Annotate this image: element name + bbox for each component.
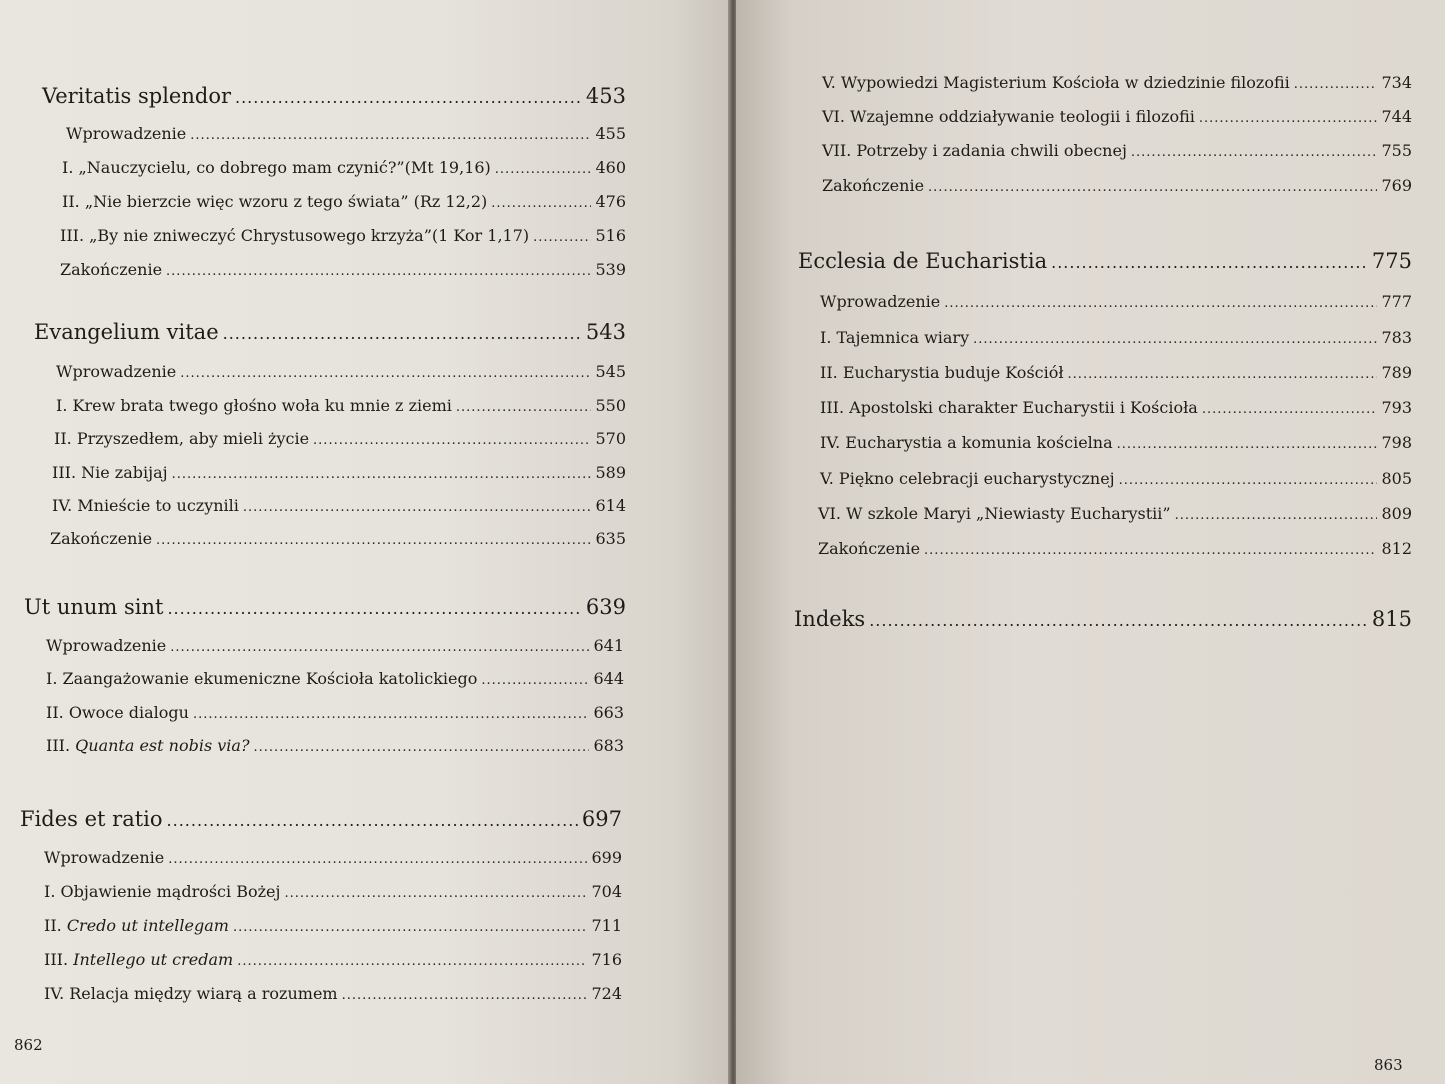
toc-leader	[235, 88, 582, 107]
toc-leader	[180, 366, 591, 381]
toc-page-number: 663	[593, 703, 624, 722]
toc-item	[46, 736, 624, 755]
toc-leader	[1117, 437, 1378, 452]
toc-leader	[342, 988, 588, 1003]
toc-leader	[973, 332, 1377, 347]
toc-item	[44, 916, 622, 935]
toc-page-number: 815	[1371, 607, 1412, 631]
toc-leader	[869, 611, 1368, 630]
toc-leader	[193, 707, 589, 722]
toc-title-label: Fides et ratio	[20, 807, 163, 831]
toc-item-numeral: III.	[46, 736, 76, 755]
toc-page-number: 455	[595, 124, 626, 143]
toc-item	[818, 504, 1412, 523]
toc-leader	[481, 673, 589, 688]
toc-item	[46, 636, 624, 655]
toc-item-italic-title: Credo ut intellegam	[66, 916, 229, 935]
toc-item	[46, 669, 624, 688]
toc-item	[820, 292, 1412, 311]
right-page	[736, 0, 1445, 1084]
toc-page-number: 453	[585, 84, 626, 108]
toc-item	[820, 363, 1412, 382]
toc-item	[60, 226, 626, 245]
toc-leader	[533, 230, 591, 245]
toc-title-evangelium-vitae	[34, 320, 626, 344]
toc-leader	[1131, 145, 1378, 160]
toc-page-number: 545	[595, 362, 626, 381]
toc-item-label: III. Nie zabijaj	[52, 463, 168, 482]
toc-page-number: 724	[591, 984, 622, 1003]
toc-page-number: 704	[591, 882, 622, 901]
toc-page-number: 460	[595, 158, 626, 177]
toc-leader	[1294, 77, 1378, 92]
toc-item	[820, 469, 1412, 488]
toc-title-label: Ut unum sint	[24, 595, 164, 619]
toc-leader	[167, 599, 581, 618]
toc-item-label: Wprowadzenie	[56, 362, 177, 381]
toc-leader	[223, 324, 582, 343]
toc-item	[820, 398, 1412, 417]
toc-item-label: VI. Wzajemne oddziaływanie teologii i filozofii	[822, 107, 1195, 126]
toc-item	[822, 107, 1412, 126]
toc-item-label: II. Eucharystia buduje Kościół	[820, 363, 1064, 382]
toc-title-label: Evangelium vitae	[34, 320, 219, 344]
toc-item-label: V. Wypowiedzi Magisterium Kościoła w dziedzinie filozofii	[822, 73, 1290, 92]
toc-item-label: Wprowadzenie	[46, 636, 167, 655]
toc-page-number: 798	[1381, 433, 1412, 452]
page-number-right: 863	[1374, 1056, 1403, 1074]
toc-item	[818, 539, 1412, 558]
toc-leader	[284, 886, 587, 901]
toc-leader	[168, 852, 587, 867]
toc-item	[820, 328, 1412, 347]
toc-item	[44, 848, 622, 867]
toc-page-number: 550	[595, 396, 626, 415]
toc-leader	[254, 740, 590, 755]
toc-item	[60, 260, 626, 279]
toc-leader	[456, 400, 592, 415]
toc-item-label: I. Krew brata twego głośno woła ku mnie z ziemi	[56, 396, 452, 415]
toc-item-label: I. Tajemnica wiary	[820, 328, 970, 347]
toc-page-number: 775	[1371, 249, 1412, 273]
toc-leader	[243, 500, 592, 515]
toc-page-number: 644	[593, 669, 624, 688]
toc-leader	[1051, 253, 1368, 272]
toc-item	[62, 192, 626, 211]
toc-page-number: 734	[1381, 73, 1412, 92]
toc-leader	[1202, 402, 1378, 417]
toc-page-number: 589	[595, 463, 626, 482]
toc-item-label: II. „Nie bierzcie więc wzoru z tego świata” (Rz 12,2)	[62, 192, 488, 211]
toc-leader	[172, 467, 592, 482]
toc-item-label: Zakończenie	[818, 539, 921, 558]
toc-item-italic-title: Quanta est nobis via?	[75, 736, 250, 755]
toc-page-number: 476	[595, 192, 626, 211]
toc-leader	[166, 264, 591, 279]
toc-leader	[170, 640, 589, 655]
toc-leader	[1199, 111, 1378, 126]
toc-page-number: 777	[1381, 292, 1412, 311]
toc-item-label: I. Objawienie mądrości Bożej	[44, 882, 281, 901]
toc-item-label: Zakończenie	[50, 529, 153, 548]
toc-leader	[190, 128, 591, 143]
toc-page-number: 805	[1381, 469, 1412, 488]
toc-leader	[313, 433, 591, 448]
toc-title-fides-et-ratio	[20, 807, 622, 831]
toc-page-number: 639	[585, 595, 626, 619]
toc-title-ecclesia-de-eucharistia	[798, 249, 1412, 273]
toc-item	[56, 396, 626, 415]
toc-item	[44, 882, 622, 901]
toc-item-label	[44, 950, 233, 969]
toc-item-label: V. Piękno celebracji eucharystycznej	[820, 469, 1115, 488]
toc-leader	[1119, 473, 1378, 488]
toc-leader	[156, 533, 591, 548]
toc-page-number: 683	[593, 736, 624, 755]
toc-item-numeral: III.	[44, 950, 74, 969]
toc-page-number: 543	[585, 320, 626, 344]
toc-item-label: Zakończenie	[60, 260, 163, 279]
toc-item-label: II. Owoce dialogu	[46, 703, 189, 722]
toc-page-number: 614	[595, 496, 626, 515]
toc-item-label: III. Apostolski charakter Eucharystii i Kościoła	[820, 398, 1198, 417]
toc-item-label: IV. Relacja między wiarą a rozumem	[44, 984, 338, 1003]
toc-item	[62, 158, 626, 177]
toc-page-number: 755	[1381, 141, 1412, 160]
toc-page-number: 697	[581, 807, 622, 831]
toc-item-numeral: II.	[44, 916, 67, 935]
toc-title-ut-unum-sint	[24, 595, 626, 619]
toc-leader	[491, 196, 591, 211]
toc-page-number: 570	[595, 429, 626, 448]
toc-title-veritatis-splendor	[42, 84, 626, 108]
toc-page-number: 789	[1381, 363, 1412, 382]
toc-item	[66, 124, 626, 143]
toc-item	[822, 73, 1412, 92]
toc-item-label: II. Przyszedłem, aby mieli życie	[54, 429, 310, 448]
toc-item	[56, 362, 626, 381]
toc-item-label: IV. Mnieście to uczynili	[52, 496, 239, 515]
page-number-left: 862	[14, 1036, 43, 1054]
toc-leader	[237, 954, 587, 969]
toc-page-number: 699	[591, 848, 622, 867]
toc-item	[44, 984, 622, 1003]
toc-item-label: VII. Potrzeby i zadania chwili obecnej	[822, 141, 1127, 160]
toc-page-number: 716	[591, 950, 622, 969]
toc-title-label: Ecclesia de Eucharistia	[798, 249, 1048, 273]
toc-page-number: 783	[1381, 328, 1412, 347]
toc-page-number: 769	[1381, 176, 1412, 195]
toc-leader	[1175, 508, 1378, 523]
toc-item-label	[46, 736, 250, 755]
toc-page-number: 793	[1381, 398, 1412, 417]
toc-leader	[928, 180, 1377, 195]
toc-item-label: I. Zaangażowanie ekumeniczne Kościoła katolickiego	[46, 669, 478, 688]
toc-leader	[1068, 367, 1378, 382]
toc-title-label: Veritatis splendor	[42, 84, 231, 108]
toc-item	[52, 496, 626, 515]
toc-page-number: 641	[593, 636, 624, 655]
toc-leader	[924, 543, 1377, 558]
toc-item	[44, 950, 622, 969]
toc-leader	[944, 296, 1377, 311]
toc-leader	[167, 811, 578, 830]
toc-item-label: Wprowadzenie	[66, 124, 187, 143]
toc-item-italic-title: Intellego ut credam	[73, 950, 234, 969]
toc-title-label: Indeks	[794, 607, 866, 631]
toc-item-label: IV. Eucharystia a komunia kościelna	[820, 433, 1113, 452]
toc-leader	[233, 920, 588, 935]
toc-page-number: 635	[595, 529, 626, 548]
toc-title-indeks	[794, 607, 1412, 631]
toc-item	[54, 429, 626, 448]
toc-item	[50, 529, 626, 548]
toc-item	[52, 463, 626, 482]
toc-leader	[495, 162, 592, 177]
toc-item-label: I. „Nauczycielu, co dobrego mam czynić?”(Mt 19,16)	[62, 158, 491, 177]
toc-item-label: Wprowadzenie	[820, 292, 941, 311]
toc-page-number: 809	[1381, 504, 1412, 523]
toc-page-number: 744	[1381, 107, 1412, 126]
toc-item	[46, 703, 624, 722]
toc-page-number: 812	[1381, 539, 1412, 558]
toc-item	[822, 141, 1412, 160]
toc-item-label: Wprowadzenie	[44, 848, 165, 867]
toc-item	[822, 176, 1412, 195]
toc-item-label: VI. W szkole Maryi „Niewiasty Eucharystii”	[818, 504, 1171, 523]
toc-page-number: 539	[595, 260, 626, 279]
toc-page-number: 516	[595, 226, 626, 245]
toc-item-label	[44, 916, 229, 935]
toc-item-label: III. „By nie zniweczyć Chrystusowego krzyża”(1 Kor 1,17)	[60, 226, 530, 245]
toc-item-label: Zakończenie	[822, 176, 925, 195]
toc-page-number: 711	[591, 916, 622, 935]
toc-item	[820, 433, 1412, 452]
